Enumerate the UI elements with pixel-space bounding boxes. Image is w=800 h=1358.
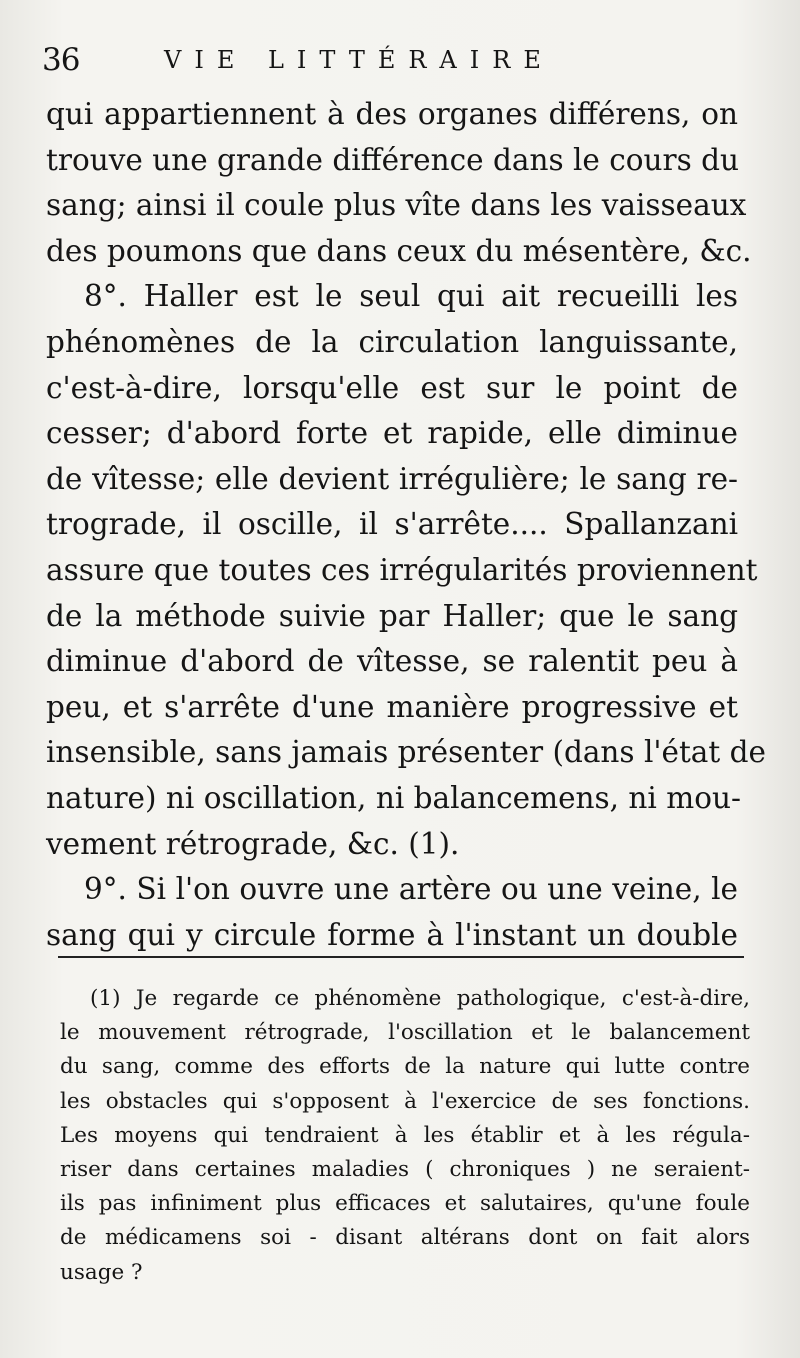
body-line: phénomènes de la circulation languissante,: [46, 324, 738, 359]
body-line: des poumons que dans ceux du mésentère, &c.: [46, 233, 752, 268]
footnote-line: de médicamens soi - disant altérans dont on fait alors: [60, 1225, 750, 1251]
footnote-line: riser dans certaines maladies ( chroniques ) ne seraient-: [60, 1156, 750, 1182]
body-line: nature) ni oscillation, ni balancemens, ni mou-: [46, 780, 741, 815]
running-head: VIE LITTÉRAIRE: [164, 46, 554, 74]
body-line: cesser; d'abord forte et rapide, elle diminue: [46, 416, 738, 451]
footnote-line: du sang, comme des efforts de la nature qui lutte contre: [60, 1054, 750, 1080]
body-line: 8°. Haller est le seul qui ait recueilli les: [84, 279, 738, 314]
footnote-line: le mouvement rétrograde, l'oscillation et le balancement: [60, 1020, 750, 1046]
body-text: [46, 92, 766, 958]
body-line: diminue d'abord de vîtesse, se ralentit peu à: [46, 644, 738, 679]
body-line: de vîtesse; elle devient irrégulière; le sang re-: [46, 461, 738, 496]
body-line: 9°. Si l'on ouvre une artère ou une veine, le: [84, 872, 738, 907]
body-line: c'est-à-dire, lorsqu'elle est sur le point de: [46, 370, 738, 405]
body-line: insensible, sans jamais présenter (dans l'état de: [46, 735, 766, 770]
footnote-line: les obstacles qui s'opposent à l'exercice de ses fonctions.: [60, 1088, 750, 1114]
footnote-line: (1) Je regarde ce phénomène pathologique, c'est-à-dire,: [90, 986, 750, 1011]
footnote: [60, 982, 750, 1290]
page-header: [42, 40, 762, 80]
footnote-rule: [58, 956, 744, 958]
body-line: vement rétrograde, &c. (1).: [46, 826, 460, 861]
body-line: trouve une grande différence dans le cours du: [46, 142, 740, 177]
body-line: peu, et s'arrête d'une manière progressive et: [46, 689, 738, 724]
footnote-line: ils pas infiniment plus efficaces et salutaires, qu'une foule: [60, 1191, 750, 1217]
footnote-line: Les moyens qui tendraient à les établir et à les régula-: [60, 1122, 750, 1148]
body-line: qui appartiennent à des organes différens, on: [46, 97, 738, 131]
body-line: trograde, il oscille, il s'arrête.... Spallanzani: [46, 507, 738, 542]
body-line: assure que toutes ces irrégularités proviennent: [46, 552, 758, 587]
body-line: de la méthode suivie par Haller; que le sang: [46, 598, 738, 633]
body-line: sang qui y circule forme à l'instant un double: [46, 917, 738, 952]
body-line: sang; ainsi il coule plus vîte dans les vaisseaux: [46, 188, 747, 223]
page-number: 36: [42, 42, 80, 78]
footnote-line: usage ?: [60, 1259, 143, 1285]
